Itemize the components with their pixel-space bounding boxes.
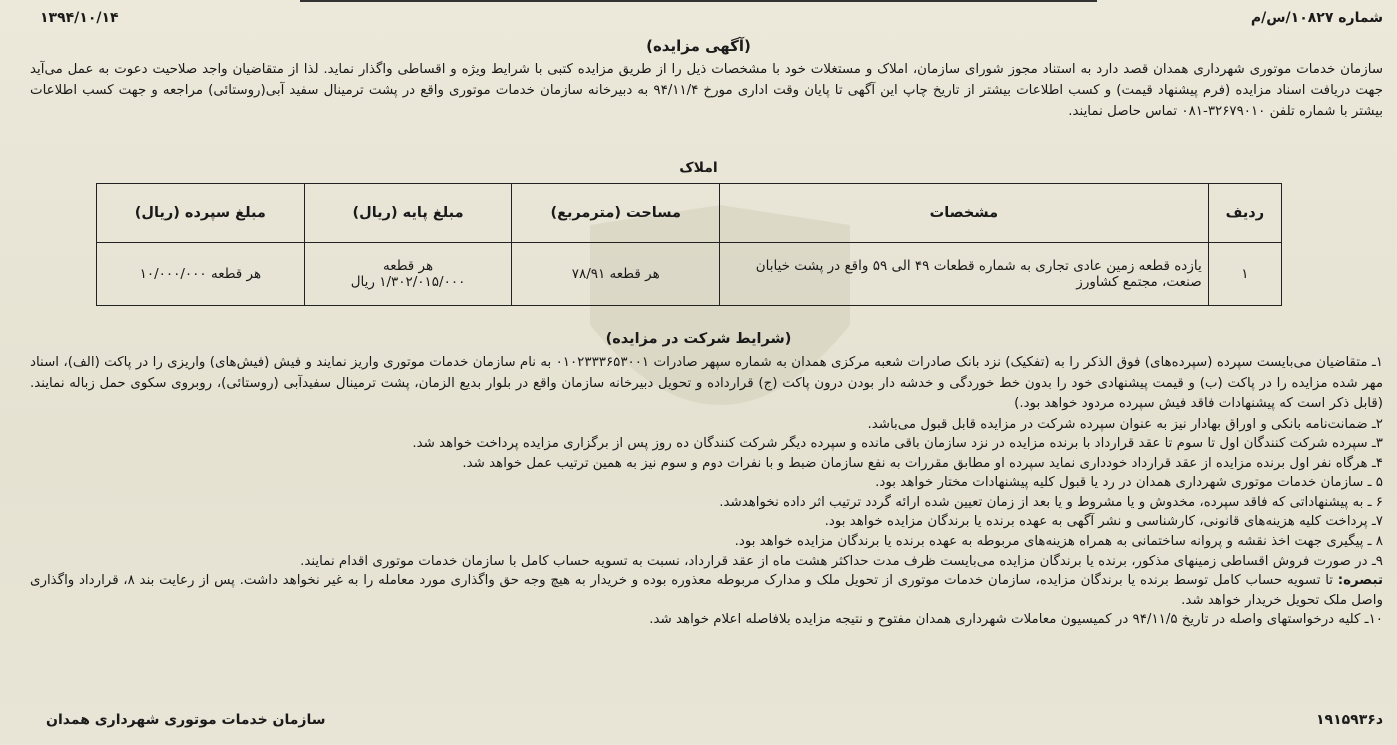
condition-item: ۹ـ در صورت فروش اقساطی زمینهای مذکور، برنده یا برندگان مزایده می‌بایست ظرف مدت حداکثر هشت ماه از عقد قرارداد، نسبت به تسویه حساب کامل با سازمان خدمات موتوری اقدام نمایند. [300, 553, 1383, 569]
condition-item: ۶ ـ به پیشنهاداتی که فاقد سپرده، مخدوش و یا مشروط و یا بعد از زمان تعیین شده ارائه گردد ترتیب اثر داده نخواهدشد. [719, 494, 1383, 510]
col-header-description: مشخصات [720, 184, 1209, 243]
condition-item: ۸ ـ پیگیری جهت اخذ نقشه و پروانه ساختمانی به همراه هزینه‌های مربوطه به عهده برنده یا برندگان مزایده خواهد بود. [734, 534, 1383, 550]
col-header-base-price: مبلغ پایه (ریال) [304, 184, 512, 243]
cell-deposit: هر قطعه ۱۰/۰۰۰/۰۰۰ [97, 243, 305, 306]
table-row [97, 243, 1282, 306]
cell-base-price [304, 243, 512, 306]
condition-item: ۷ـ پرداخت کلیه هزینه‌های قانونی، کارشناسی و نشر آگهی به عهده برنده یا برندگان مزایده خواهد بود. [824, 514, 1383, 530]
col-header-index: ردیف [1208, 184, 1281, 243]
top-rule [300, 0, 1097, 2]
base-price-line2: ۱/۳۰۲/۰۱۵/۰۰۰ ریال [350, 274, 466, 290]
condition-item: ۵ ـ سازمان خدمات موتوری شهرداری همدان در رد یا قبول کلیه پیشنهادات مختار خواهد بود. [875, 475, 1383, 491]
intro-paragraph: سازمان خدمات موتوری شهرداری همدان قصد دارد به استناد مجوز شورای سازمان، املاک و مستغلات خود با مشخصات ذیل را از طریق مزایده کتبی با شرایط ویژه و اقساطی واگذار نماید. لذا از متقاضیان واجد صلاحیت دعوت به عمل می‌آید جهت دریافت اسناد مزایده (فرم پیشنهاد قیمت) و کسب اطلاعات بیشتر از تاریخ چاپ این آگهی تا پایان وقت اداری مورخ ۹۴/۱۱/۴ به دبیرخانه سازمان خدمات موتوری واقع در پشت ترمینال سفید آبی(روستائی) مراجعه و جهت کسب اطلاعات بیشتر با شماره تلفن ۳۲۶۷۹۰۱۰-۰۸۱ تماس حاصل نمایند. [30, 62, 1383, 119]
note-label: تبصره: [1337, 573, 1383, 589]
conditions-heading: (شرایط شرکت در مزایده) [605, 331, 792, 347]
properties-heading: املاک [679, 160, 718, 176]
cell-description: یازده قطعه زمین عادی تجاری به شماره قطعات ۴۹ الی ۵۹ واقع در پشت خیابان صنعت، مجتمع کشاورز [720, 243, 1209, 306]
cell-index: ۱ [1208, 243, 1281, 306]
table-header-row [97, 184, 1282, 243]
notice-date: ۱۳۹۴/۱۰/۱۴ [40, 10, 119, 26]
note-text: تا تسویه حساب کامل توسط برنده یا برندگان مزایده، سازمان خدمات موتوری از تحویل ملک و مدارک مربوطه معذوره بوده و خریدار به هیچ وجه حق واگذاری مورد معامله را به غیر نخواهد داشت. پس از رعایت بند ۸، قرارداد واگذاری واصل ملک تحویل خریدار خواهد شد. [30, 573, 1383, 608]
cell-area: هر قطعه ۷۸/۹۱ [512, 243, 720, 306]
base-price-line1: هر قطعه [382, 258, 434, 274]
condition-item: ۱ـ متقاضیان می‌بایست سپرده (سپرده‌های) فوق الذکر را به (تفکیک) نزد بانک صادرات شعبه مرکزی همدان به شماره سپهر صادرات ۰۱۰۲۳۳۳۶۵۳۰۰۱ به نام سازمان خدمات موتوری واریز نمایند و فیش (فیش‌های) واریزی را در پاکت (الف)، اسناد مهر شده مزایده را در پاکت (ب) و قیمت پیشنهادی خود را بدون خط خوردگی و خدشه دار بودن درون پاکت (ج) قرارداده و تحویل دبیرخانه سازمان واقع در بلوار بدیع الزمان، پشت ترمینال سفیدآبی (روستائی)، روبروی سکوی حمل زباله نمایند.(قابل ذکر است که پیشنهادات فاقد فیش سپرده مردود خواهد بود.) [30, 355, 1383, 411]
ad-code: د۱۹۱۵۹۳۶ [1315, 712, 1383, 728]
condition-item: ۱۰ـ کلیه درخواستهای واصله در تاریخ ۹۴/۱۱/۵ در کمیسیون معاملات شهرداری همدان مفتوح و نتیجه مزایده بلافاصله اعلام خواهد شد. [649, 612, 1383, 628]
conditions-list [30, 353, 1383, 630]
notice-title: (آگهی مزایده) [646, 37, 751, 55]
col-header-area: مساحت (مترمربع) [512, 184, 720, 243]
notice-number: شماره ۱۰۸۲۷/س/م [1250, 10, 1383, 26]
condition-item: ۳ـ سپرده شرکت کنندگان اول تا سوم تا عقد قرارداد با برنده مزایده در نزد سازمان باقی مانده و سپرده دیگر شرکت کنندگان ده روز پس از برگزاری مزایده پرداخت خواهد شد. [412, 436, 1383, 452]
condition-item: ۲ـ ضمانت‌نامه بانکی و اوراق بهادار نیز به عنوان سپرده شرکت در مزایده قابل قبول می‌باشد. [867, 416, 1383, 432]
col-header-deposit: مبلغ سپرده (ریال) [97, 184, 305, 243]
condition-item: ۴ـ هرگاه نفر اول برنده مزایده از عقد قرارداد خودداری نماید سپرده او مطابق مقررات به نفع سازمان ضبط و با نفرات دوم و سوم نیز به همین ترتیب عمل خواهد شد. [462, 455, 1383, 471]
note-paragraph [30, 571, 1383, 610]
properties-table [96, 183, 1282, 306]
organization-signature: سازمان خدمات موتوری شهرداری همدان [46, 712, 326, 728]
